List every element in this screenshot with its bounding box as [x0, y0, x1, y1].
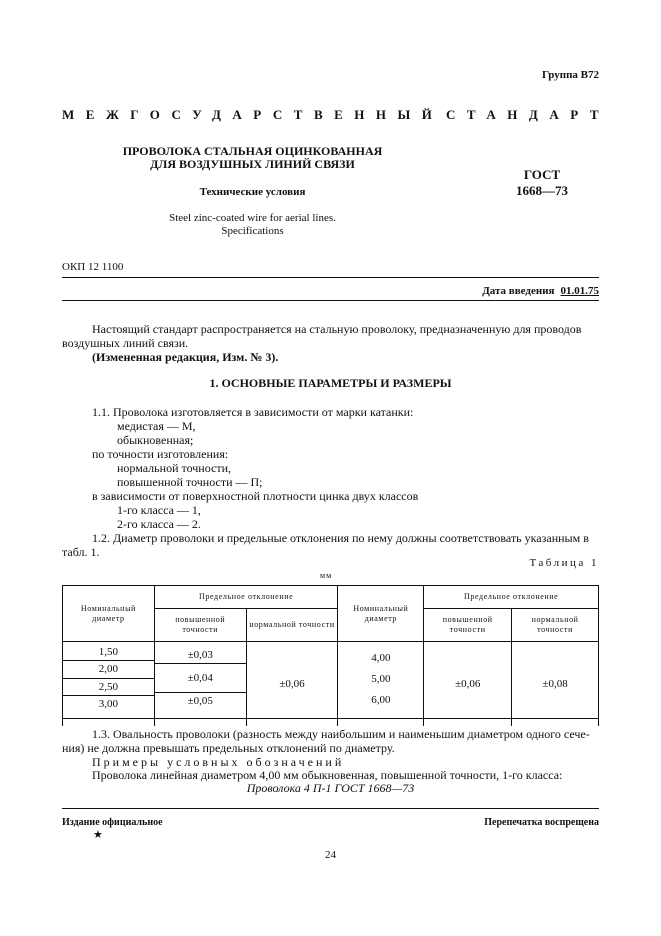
interstate-standard-heading [62, 107, 610, 123]
intro-line-2: воздушных линий связи. [62, 336, 189, 350]
diameter-cell: 2,50 [63, 678, 154, 693]
section-line: медистая — М, [117, 419, 196, 433]
page-number: 24 [325, 849, 336, 861]
header-limit-deviation: Предельное отклонение [154, 586, 338, 609]
paragraph-1-3-line-1: 1.3. Овальность проволоки (разность между наибольшим и наименьшим диаметром одного сече- [92, 727, 590, 741]
example-description: Проволока линейная диаметром 4,00 мм обыкновенная, повышенной точности, 1-го класса: [92, 768, 563, 782]
interstate-right: СТАНДАРТ [445, 107, 610, 122]
deviation-cell: ±0,04 [187, 672, 213, 684]
reprint-notice: Перепечатка воспрещена [484, 817, 599, 828]
section-line: 1.1. Проволока изготовляется в зависимости от марки катанки: [92, 405, 414, 419]
diameter-cell: 5,00 [371, 673, 391, 685]
header-increased-accuracy: повышенной точности [154, 609, 246, 642]
deviation-cell: ±0,06 [424, 642, 512, 727]
section-line: повышенной точности — П; [117, 475, 263, 489]
section-line: по точности изготовления: [92, 447, 229, 461]
okp-code: ОКП 12 1100 [62, 261, 124, 273]
deviation-cell: ±0,06 [246, 642, 338, 727]
divider-date [62, 300, 599, 301]
english-line-1: Steel zinc-coated wire for aerial lines. [169, 212, 336, 224]
paragraph-1-3-line-2: ния) не должна превышать предельных отклонений по диаметру. [62, 741, 395, 755]
deviation-cell: ±0,05 [155, 692, 246, 723]
section-line: 1.2. Диаметр проволоки и предельные отклонения по нему должны соответствовать указанным в [92, 531, 589, 545]
table-row [63, 642, 599, 727]
header-increased-accuracy: повышенной точности [424, 609, 512, 642]
diameter-cell: 1,50 [63, 646, 154, 661]
effective-date [482, 285, 599, 297]
section-line: 1-го класса — 1, [117, 503, 201, 517]
title-line-2: ДЛЯ ВОЗДУШНЫХ ЛИНИЙ СВЯЗИ [150, 157, 355, 171]
header-limit-deviation: Предельное отклонение [424, 586, 599, 609]
intro-change-note: (Измененная редакция, Изм. № 3). [92, 350, 279, 364]
deviation-cell: ±0,03 [155, 649, 246, 664]
deviation-cell: ±0,08 [512, 642, 599, 727]
divider-top [62, 277, 599, 278]
intro-line-1: Настоящий стандарт распространяется на стальную проволоку, предназначенную для проводов [92, 322, 582, 336]
gost-label: ГОСТ [523, 167, 561, 182]
divider-footer [62, 808, 599, 809]
english-title [110, 212, 395, 238]
section-1-title: 1. ОСНОВНЫЕ ПАРАМЕТРЫ И РАЗМЕРЫ [209, 376, 452, 390]
title-line-1: ПРОВОЛОКА СТАЛЬНАЯ ОЦИНКОВАННАЯ [122, 144, 383, 158]
star-icon: ★ [93, 829, 103, 841]
section-line: нормальной точности, [117, 461, 232, 475]
diameter-cell: 3,00 [63, 695, 154, 726]
date-value: 01.01.75 [560, 285, 599, 297]
english-line-2: Specifications [221, 225, 284, 237]
diameter-cell: 6,00 [371, 694, 391, 706]
section-line: 2-го класса — 2. [117, 517, 201, 531]
document-title [110, 145, 395, 171]
section-line: табл. 1. [62, 545, 100, 559]
group-code: Группа В72 [541, 69, 599, 81]
interstate-left: МЕЖГОСУДАРСТВЕННЫЙ [62, 107, 444, 122]
header-nominal-diameter: Номинальный диаметр [338, 586, 424, 642]
diameter-cell: 4,00 [371, 652, 391, 664]
table-caption: Таблица 1 [529, 557, 599, 569]
header-nominal-diameter: Номинальный диаметр [63, 586, 155, 642]
header-normal-accuracy: нормальной точности [246, 609, 338, 642]
dimensions-table [62, 585, 599, 726]
examples-title: Примеры условных обозначений [92, 755, 345, 769]
gost-designation [497, 167, 587, 199]
divider-table-bottom [62, 718, 599, 719]
gost-number: 1668—73 [516, 183, 568, 198]
example-code: Проволока 4 П-1 ГОСТ 1668—73 [246, 781, 415, 795]
section-line: в зависимости от поверхностной плотности цинка двух классов [92, 489, 419, 503]
official-edition: Издание официальное [62, 817, 163, 828]
table-unit: мм [320, 571, 333, 580]
diameter-cell: 2,00 [98, 663, 119, 675]
section-line: обыкновенная; [117, 433, 194, 447]
document-subtitle: Технические условия [199, 186, 306, 198]
date-label: Дата введения [482, 285, 555, 297]
header-normal-accuracy: нормальной точности [512, 609, 599, 642]
